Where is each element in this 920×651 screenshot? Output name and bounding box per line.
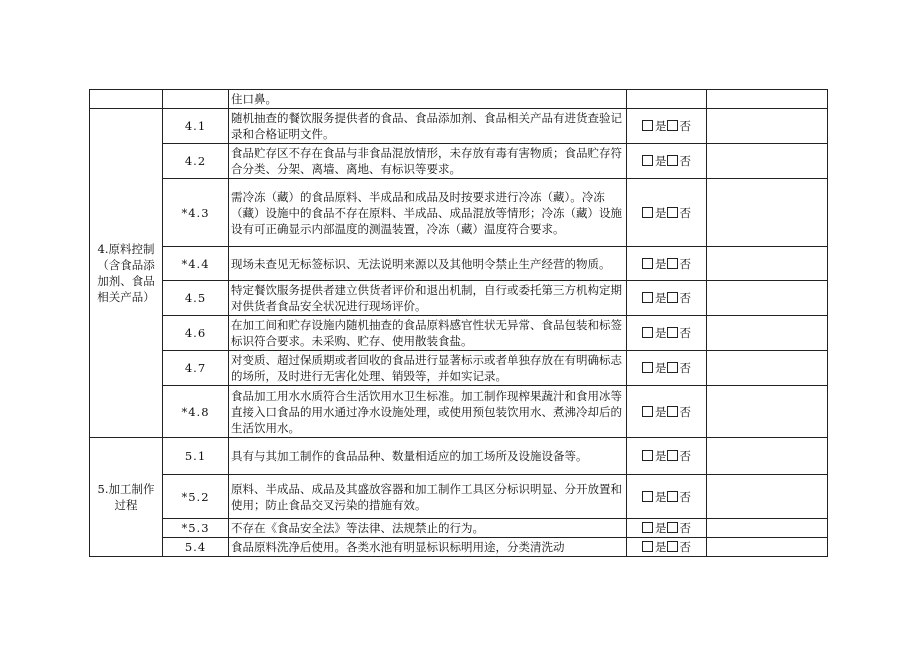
requirement-text: 需冷冻（藏）的食品原料、半成品和成品及时按要求进行冷冻（藏）。冷冻（藏）设施中的食品不存在原料、半成品、成品混放等情形；冷冻（藏）设施设有可正确显示内部温度的测温装置，冷冻（藏）温度符合要求。 — [229, 179, 627, 247]
no-label: 否 — [679, 361, 691, 375]
yes-checkbox[interactable] — [642, 292, 653, 303]
requirement-text: 食品加工用水水质符合生活饮用水卫生标准。加工制作现榨果蔬汁和食用冰等直接入口食品的用水通过净水设施处理，或使用预包装饮用水、煮沸冷却后的生活饮用水。 — [229, 386, 627, 438]
result-cell — [627, 90, 707, 109]
remarks-cell[interactable] — [707, 144, 828, 179]
no-label: 否 — [679, 521, 691, 535]
table-row — [90, 475, 828, 519]
item-number: *4.3 — [163, 179, 229, 247]
result-cell[interactable] — [627, 316, 707, 351]
result-cell[interactable] — [627, 247, 707, 281]
item-number: *4.4 — [163, 247, 229, 281]
no-checkbox[interactable] — [667, 327, 678, 338]
table-row — [90, 109, 828, 144]
item-number: 5.4 — [163, 538, 229, 557]
requirement-text: 现场未查见无标签标识、无法说明来源以及其他明令禁止生产经营的物质。 — [229, 247, 627, 281]
table-row — [90, 316, 828, 351]
no-checkbox[interactable] — [667, 541, 678, 552]
inspection-table — [89, 89, 828, 557]
category-cell — [90, 90, 163, 109]
yes-label: 是 — [655, 154, 667, 168]
remarks-cell[interactable] — [707, 281, 828, 316]
yes-label: 是 — [655, 449, 667, 463]
yes-checkbox[interactable] — [642, 327, 653, 338]
table-row — [90, 386, 828, 438]
no-checkbox[interactable] — [667, 155, 678, 166]
yes-label: 是 — [655, 256, 667, 271]
item-number: 4.1 — [163, 109, 229, 144]
no-checkbox[interactable] — [667, 406, 678, 417]
result-cell[interactable] — [627, 538, 707, 557]
remarks-cell[interactable] — [707, 538, 828, 557]
no-checkbox[interactable] — [667, 258, 678, 269]
remarks-cell[interactable] — [707, 386, 828, 438]
yes-checkbox[interactable] — [642, 258, 653, 269]
yes-label: 是 — [655, 326, 667, 340]
result-cell[interactable] — [627, 109, 707, 144]
no-label: 否 — [679, 489, 691, 504]
yes-checkbox[interactable] — [642, 120, 653, 131]
yes-checkbox[interactable] — [642, 450, 653, 461]
item-number: 4.7 — [163, 351, 229, 386]
no-checkbox[interactable] — [667, 450, 678, 461]
no-checkbox[interactable] — [667, 362, 678, 373]
no-label: 否 — [679, 154, 691, 168]
yes-checkbox[interactable] — [642, 155, 653, 166]
no-checkbox[interactable] — [667, 491, 678, 502]
yes-label: 是 — [655, 119, 667, 133]
yes-checkbox[interactable] — [642, 207, 653, 218]
remarks-cell — [707, 90, 828, 109]
table-row — [90, 247, 828, 281]
table-row — [90, 438, 828, 475]
table-row — [90, 179, 828, 247]
item-number: 4.6 — [163, 316, 229, 351]
yes-checkbox[interactable] — [642, 362, 653, 373]
no-label: 否 — [679, 291, 691, 305]
remarks-cell[interactable] — [707, 438, 828, 475]
no-label: 否 — [679, 404, 691, 419]
no-label: 否 — [679, 326, 691, 340]
requirement-text: 不存在《食品安全法》等法律、法规禁止的行为。 — [229, 519, 627, 538]
requirement-text: 特定餐饮服务提供者建立供货者评价和退出机制，自行或委托第三方机构定期对供货者食品安全状况进行现场评价。 — [229, 281, 627, 316]
remarks-cell[interactable] — [707, 351, 828, 386]
result-cell[interactable] — [627, 179, 707, 247]
category-cell: 5.加工制作 过程 — [90, 438, 163, 557]
remarks-cell[interactable] — [707, 109, 828, 144]
remarks-cell[interactable] — [707, 247, 828, 281]
no-label: 否 — [679, 449, 691, 463]
no-label: 否 — [679, 119, 691, 133]
item-number: 4.2 — [163, 144, 229, 179]
no-label: 否 — [679, 256, 691, 271]
yes-label: 是 — [655, 291, 667, 305]
result-cell[interactable] — [627, 144, 707, 179]
item-number: *4.8 — [163, 386, 229, 438]
result-cell[interactable] — [627, 386, 707, 438]
requirement-text: 食品原料洗净后使用。各类水池有明显标识标明用途，分类清洗动 — [229, 538, 627, 557]
requirement-text: 随机抽查的餐饮服务提供者的食品、食品添加剂、食品相关产品有进货查验记录和合格证明文件。 — [229, 109, 627, 144]
table-row — [90, 519, 828, 538]
table-row — [90, 538, 828, 557]
yes-label: 是 — [655, 205, 667, 220]
table-row — [90, 281, 828, 316]
result-cell[interactable] — [627, 475, 707, 519]
item-number: *5.2 — [163, 475, 229, 519]
remarks-cell[interactable] — [707, 519, 828, 538]
no-checkbox[interactable] — [667, 207, 678, 218]
table-row — [90, 90, 828, 109]
yes-checkbox[interactable] — [642, 491, 653, 502]
requirement-text: 原料、半成品、成品及其盛放容器和加工制作工具区分标识明显、分开放置和使用；防止食品交叉污染的措施有效。 — [229, 475, 627, 519]
remarks-cell[interactable] — [707, 316, 828, 351]
result-cell[interactable] — [627, 438, 707, 475]
item-number: 4.5 — [163, 281, 229, 316]
yes-label: 是 — [655, 540, 667, 554]
table-row — [90, 144, 828, 179]
yes-checkbox[interactable] — [642, 406, 653, 417]
no-checkbox[interactable] — [667, 120, 678, 131]
result-cell[interactable] — [627, 281, 707, 316]
requirement-text: 对变质、超过保质期或者回收的食品进行显著标示或者单独存放在有明确标志的场所，及时进行无害化处理、销毁等，并如实记录。 — [229, 351, 627, 386]
result-cell[interactable] — [627, 351, 707, 386]
requirement-text: 在加工间和贮存设施内随机抽查的食品原料感官性状无异常、食品包装和标签标识符合要求。未采购、贮存、使用散装食盐。 — [229, 316, 627, 351]
yes-checkbox[interactable] — [642, 522, 653, 533]
remarks-cell[interactable] — [707, 475, 828, 519]
requirement-text: 食品贮存区不存在食品与非食品混放情形，未存放有毒有害物质；食品贮存符合分类、分架、离墙、离地、有标识等要求。 — [229, 144, 627, 179]
no-checkbox[interactable] — [667, 522, 678, 533]
yes-label: 是 — [655, 404, 667, 419]
no-label: 否 — [679, 540, 691, 554]
remarks-cell[interactable] — [707, 179, 828, 247]
requirement-text: 具有与其加工制作的食品品种、数量相适应的加工场所及设施设备等。 — [229, 438, 627, 475]
yes-label: 是 — [655, 361, 667, 375]
no-label: 否 — [679, 205, 691, 220]
requirement-text: 住口鼻。 — [229, 90, 627, 109]
item-number: *5.3 — [163, 519, 229, 538]
yes-label: 是 — [655, 521, 667, 535]
table-row — [90, 351, 828, 386]
item-number — [163, 90, 229, 109]
yes-label: 是 — [655, 489, 667, 504]
category-cell: 4.原料控制 （含食品添 加剂、食品 相关产品） — [90, 109, 163, 438]
result-cell[interactable] — [627, 519, 707, 538]
no-checkbox[interactable] — [667, 292, 678, 303]
yes-checkbox[interactable] — [642, 541, 653, 552]
item-number: 5.1 — [163, 438, 229, 475]
